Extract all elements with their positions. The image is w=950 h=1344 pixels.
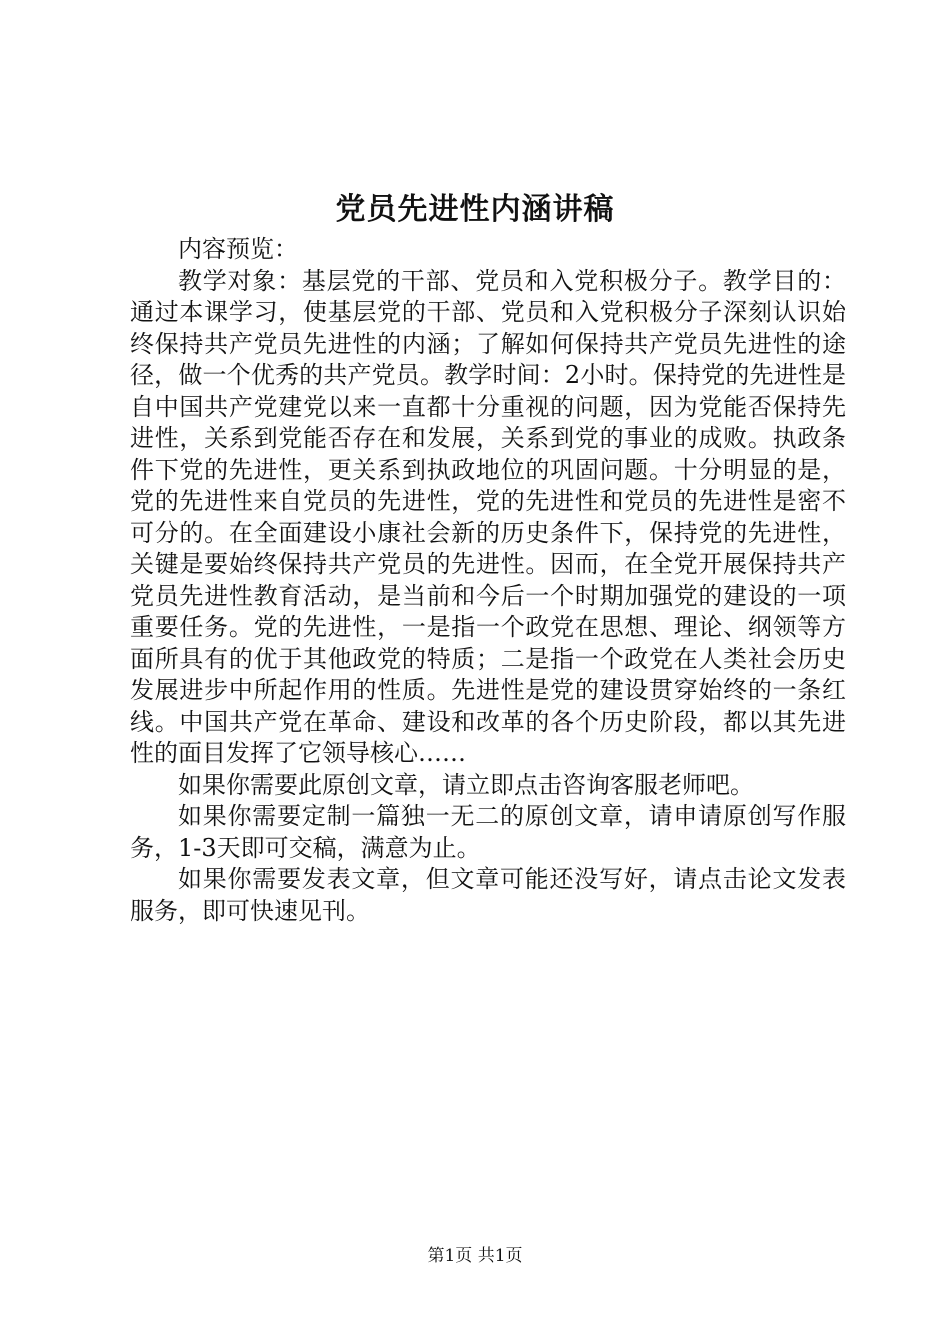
custom-writing-paragraph: 如果你需要定制一篇独一无二的原创文章，请申请原创写作服务，1-3天即可交稿，满意为止。 bbox=[130, 802, 846, 862]
consult-service-paragraph: 如果你需要此原创文章，请立即点击咨询客服老师吧。 bbox=[178, 770, 754, 799]
publishing-service-paragraph: 如果你需要发表文章，但文章可能还没写好，请点击论文发表服务，即可快速见刊。 bbox=[130, 865, 846, 925]
page-number-footer: 第1页 共1页 bbox=[427, 1246, 523, 1266]
document-body bbox=[130, 234, 846, 927]
document-title: 党员先进性内涵讲稿 bbox=[335, 192, 615, 227]
preview-content-paragraph: 教学对象：基层党的干部、党员和入党积极分子。教学目的：通过本课学习，使基层党的干部、党员和入党积极分子深刻认识始终保持共产党员先进性的内涵；了解如何保持共产党员先进性的途径，做一个优秀的共产党员。教学时间：2小时。保持党的先进性是自中国共产党建党以来一直都十分重视的问题，因为党能否保持先进性，关系到党能否存在和发展，关系到党的事业的成败。执政条件下党的先进性，更关系到执政地位的巩固问题。十分明显的是，党的先进性来自党员的先进性，党的先进性和党员的先进性是密不可分的。在全面建设小康社会新的历史条件下，保持党的先进性，关键是要始终保持共产党员的先进性。因而，在全党开展保持共产党员先进性教育活动，是当前和今后一个时期加强党的建设的一项重要任务。党的先进性，一是指一个政党在思想、理论、纲领等方面所具有的优于其他政党的特质；二是指一个政党在人类社会历史发展进步中所起作用的性质。先进性是党的建设贯穿始终的一条红线。中国共产党在革命、建设和改革的各个历史阶段，都以其先进性的面目发挥了它领导核心…… bbox=[130, 266, 846, 767]
preview-label: 内容预览： bbox=[178, 235, 298, 263]
